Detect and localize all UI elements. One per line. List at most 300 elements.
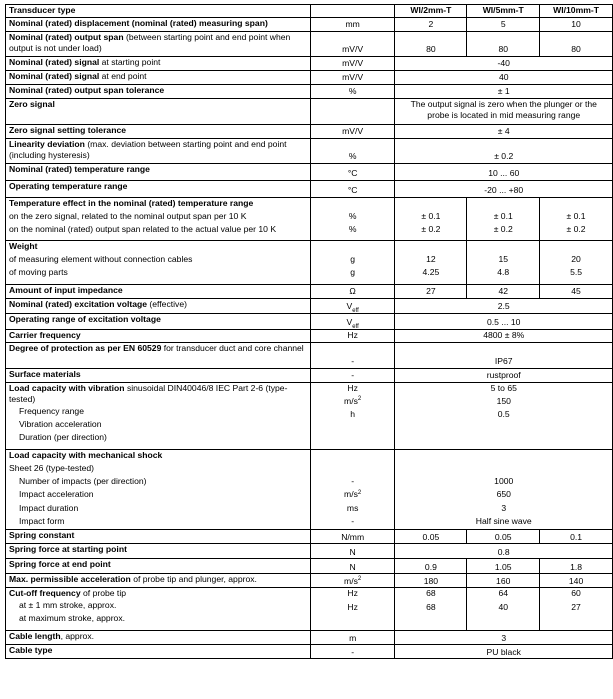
value-text: PU black (486, 646, 521, 657)
unit-value: N/mm (341, 531, 365, 542)
unit-superscript: 2 (357, 489, 362, 496)
unit-value: Hz (347, 382, 358, 393)
unit-line (314, 211, 392, 224)
parameter-cell (6, 163, 311, 180)
spec-row (6, 84, 613, 98)
unit-cell (310, 163, 395, 180)
parameter-cell (6, 313, 311, 329)
unit-cell (310, 284, 395, 298)
unit-cell (310, 56, 395, 70)
parameter-subitem-label: on the nominal (rated) output span related to the actual value per 10 K (9, 224, 277, 235)
spec-row (6, 56, 613, 70)
parameter-cell (6, 240, 311, 284)
value-text: 40 (498, 601, 508, 612)
spec-row (6, 588, 613, 631)
value-cell (395, 284, 467, 298)
unit-line (314, 588, 392, 601)
unit-value: m (349, 632, 357, 643)
value-cell (395, 559, 467, 574)
unit-value: mV/V (342, 58, 364, 68)
spec-row (6, 329, 613, 342)
unit-value: mm (345, 19, 360, 29)
parameter-name: Operating range of excitation voltage (9, 313, 161, 324)
value-text: 1.05 (494, 561, 512, 572)
parameter-cell (6, 530, 311, 544)
unit-cell (310, 197, 395, 240)
unit-cell (310, 559, 395, 574)
unit-value: - (351, 646, 355, 657)
spec-row (6, 342, 613, 368)
parameter-detail: at end point (99, 70, 147, 81)
value-text: 60 (571, 588, 581, 599)
parameter-name: Operating temperature range (9, 180, 128, 191)
parameter-subitem (9, 463, 307, 476)
parameter-subitem (9, 432, 307, 445)
parameter-name: Nominal (rated) excitation voltage (9, 298, 148, 309)
unit-value: Hz (347, 601, 358, 612)
value-text: 0.05 (422, 531, 440, 542)
value-line (543, 241, 609, 254)
parameter-cell (6, 342, 311, 368)
spec-row (6, 17, 613, 31)
unit-cell (310, 382, 395, 449)
value-text: 1.8 (570, 561, 583, 572)
spec-row (6, 382, 613, 449)
parameter-name: Spring force at starting point (9, 544, 127, 555)
value-text: 0.8 (497, 546, 510, 557)
value-line (470, 602, 536, 615)
value-text: 27 (426, 286, 436, 296)
value-line (470, 254, 536, 267)
parameter-subitem-label: Sheet 26 (type-tested) (9, 462, 95, 473)
value-cell (540, 530, 613, 544)
parameter-cell (6, 382, 311, 449)
unit-line (314, 503, 392, 516)
value-cell (467, 284, 540, 298)
unit-value: m/s (344, 395, 358, 406)
parameter-subitem-label: Frequency range (19, 405, 84, 416)
value-cell (395, 31, 467, 56)
parameter-detail: for transducer duct and core channel (161, 342, 304, 353)
parameter-cell (6, 70, 311, 84)
header-model-wi5mm: WI/5mm-T (467, 5, 540, 18)
parameter-subitem-label: Vibration acceleration (19, 418, 102, 429)
parameter-name: Max. permissible acceleration (9, 574, 131, 585)
value-text: 10 ... 60 (488, 168, 520, 178)
spec-row (6, 31, 613, 56)
value-line (398, 241, 463, 254)
value-cell (395, 588, 467, 631)
parameter-cell (6, 124, 311, 138)
value-text: 0.1 (570, 531, 583, 542)
unit-line (314, 409, 392, 422)
value-line (398, 409, 609, 422)
value-line (543, 224, 609, 237)
unit-cell (310, 31, 395, 56)
unit-value: V (346, 317, 353, 327)
parameter-group-title (9, 588, 307, 600)
value-line (398, 254, 463, 267)
value-span-cell (395, 56, 613, 70)
parameter-name: Spring constant (9, 530, 75, 541)
value-line (398, 267, 463, 280)
parameter-name: Cut-off frequency (9, 588, 81, 599)
parameter-cell (6, 180, 311, 197)
unit-value: ms (346, 502, 359, 513)
spec-row (6, 559, 613, 574)
value-cell (395, 17, 467, 31)
parameter-cell (6, 298, 311, 313)
value-cell (467, 31, 540, 56)
value-line (398, 383, 609, 396)
value-line (543, 588, 609, 601)
unit-value: m/s (344, 575, 358, 586)
value-cell (540, 17, 613, 31)
unit-line (314, 476, 392, 489)
value-cell (467, 197, 540, 240)
unit-cell (310, 631, 395, 645)
value-text: 4.25 (422, 267, 440, 278)
value-text: rustproof (486, 370, 521, 380)
spec-row (6, 284, 613, 298)
parameter-name: Nominal (rated) displacement (nominal (rated) measuring span) (9, 17, 268, 28)
unit-cell (310, 342, 395, 368)
unit-cell (310, 544, 395, 559)
parameter-name: Nominal (rated) temperature range (9, 163, 150, 174)
value-text: 10 (571, 19, 581, 29)
value-span-cell (395, 368, 613, 382)
value-line (470, 588, 536, 601)
value-span-cell (395, 163, 613, 180)
value-span-cell (395, 180, 613, 197)
value-line (398, 198, 463, 211)
value-text: 80 (571, 44, 581, 54)
unit-cell (310, 180, 395, 197)
value-span-cell (395, 631, 613, 645)
value-text: 45 (571, 286, 581, 296)
value-text: 0.5 ... 10 (487, 317, 521, 327)
value-text: ± 0.2 (566, 224, 586, 235)
spec-row (6, 313, 613, 329)
value-text: ± 0.2 (421, 224, 441, 235)
value-line (470, 224, 536, 237)
unit-line (314, 267, 392, 280)
unit-value: Ω (349, 286, 356, 296)
value-text: ± 0.1 (493, 210, 513, 221)
value-text: 140 (568, 575, 584, 586)
unit-value: - (351, 356, 355, 366)
value-cell (467, 559, 540, 574)
parameter-name: Carrier frequency (9, 329, 81, 340)
parameter-name: Nominal (rated) signal (9, 70, 100, 81)
value-text: ± 0.1 (566, 210, 586, 221)
parameter-name: Load capacity with mechanical shock (9, 449, 163, 460)
unit-value: °C (347, 168, 358, 178)
parameter-subitem-label: of measuring element without connection cables (9, 253, 193, 264)
value-text: 40 (498, 72, 509, 82)
parameter-detail: at starting point (99, 56, 161, 67)
parameter-cell (6, 645, 311, 659)
parameter-group-title (9, 450, 307, 463)
value-text: 180 (423, 575, 439, 586)
parameter-detail: sinusoidal DIN40046/8 IEC Part 2-6 (type-tested) (9, 382, 288, 404)
value-line (398, 516, 609, 529)
unit-value: Hz (347, 588, 358, 599)
parameter-subitem (9, 254, 307, 267)
value-text: -40 (497, 58, 510, 68)
value-text: 150 (496, 395, 511, 406)
parameter-detail: of probe tip and plunger, approx. (130, 574, 257, 585)
unit-line (314, 396, 392, 409)
value-line (543, 254, 609, 267)
value-text: 5 to 65 (490, 382, 517, 393)
unit-value: % (348, 86, 357, 96)
unit-cell (310, 17, 395, 31)
unit-value: Hz (347, 330, 358, 340)
value-cell (540, 284, 613, 298)
value-line (398, 396, 609, 409)
value-text: 1000 (494, 476, 514, 487)
parameter-detail: , approx. (60, 631, 95, 642)
spec-row (6, 645, 613, 659)
unit-cell (310, 574, 395, 588)
value-span-cell (395, 98, 613, 124)
parameter-cell (6, 56, 311, 70)
parameter-detail: (between starting point and end point when output is not under load) (9, 31, 291, 53)
value-line (398, 602, 463, 615)
value-span-cell (395, 84, 613, 98)
parameter-cell (6, 31, 311, 56)
value-text: 5.5 (570, 267, 583, 278)
parameter-subitem (9, 516, 307, 529)
parameter-subitem (9, 489, 307, 502)
spec-row (6, 240, 613, 284)
unit-value: h (350, 409, 356, 420)
unit-value: - (351, 476, 355, 487)
unit-value: °C (347, 185, 358, 195)
parameter-subitem (9, 211, 307, 224)
unit-line (314, 463, 392, 476)
value-text: 12 (426, 253, 436, 264)
parameter-name: Nominal (rated) signal (9, 56, 100, 67)
parameter-subitem (9, 267, 307, 280)
parameter-subitem-label: at maximum stroke, approx. (19, 613, 126, 624)
spec-row (6, 98, 613, 124)
unit-value: % (348, 210, 357, 221)
value-cell (540, 240, 613, 284)
parameter-subitem-label: Impact form (19, 515, 65, 526)
spec-row (6, 197, 613, 240)
value-cell (540, 588, 613, 631)
parameter-subitem (9, 600, 307, 613)
unit-cell (310, 588, 395, 631)
parameter-subitem (9, 476, 307, 489)
unit-cell (310, 329, 395, 342)
unit-cell (310, 70, 395, 84)
unit-cell (310, 298, 395, 313)
value-text: ± 4 (497, 126, 510, 136)
unit-cell (310, 84, 395, 98)
value-line (398, 224, 463, 237)
unit-cell (310, 368, 395, 382)
value-text: Half sine wave (475, 515, 532, 526)
value-line (543, 198, 609, 211)
unit-cell (310, 313, 395, 329)
header-model-wi2mm: WI/2mm-T (395, 5, 467, 18)
value-cell (395, 574, 467, 588)
value-text: 3 (501, 632, 507, 643)
parameter-cell (6, 449, 311, 530)
spec-row (6, 530, 613, 544)
parameter-cell (6, 197, 311, 240)
parameter-cell (6, 588, 311, 631)
value-span-cell (395, 645, 613, 659)
parameter-subitem (9, 406, 307, 419)
value-cell (395, 240, 467, 284)
parameter-name: Nominal (rated) output span tolerance (9, 84, 165, 95)
specification-table (5, 4, 613, 659)
spec-row (6, 449, 613, 530)
value-line (398, 588, 463, 601)
parameter-subitem (9, 613, 307, 626)
value-span-cell (395, 138, 613, 163)
value-text: 80 (426, 44, 436, 54)
parameter-name: Zero signal setting tolerance (9, 124, 126, 135)
value-line (398, 489, 609, 502)
value-text: 0.5 (497, 409, 510, 420)
spec-row (6, 163, 613, 180)
value-line (398, 503, 609, 516)
value-text: 27 (571, 601, 581, 612)
spec-row (6, 544, 613, 559)
unit-cell (310, 98, 395, 124)
parameter-subitem-label: on the zero signal, related to the nominal output span per 10 K (9, 210, 247, 221)
value-text: -20 ... +80 (484, 185, 524, 195)
unit-cell (310, 138, 395, 163)
unit-value: m/s (344, 489, 358, 500)
value-text: 68 (426, 601, 436, 612)
value-text: ± 0.2 (493, 224, 513, 235)
value-line (470, 198, 536, 211)
spec-row (6, 124, 613, 138)
unit-subscript: eff (352, 307, 359, 313)
value-text: The output signal is zero when the plunger or the probe is located in mid measuring range (410, 98, 597, 120)
value-cell (467, 588, 540, 631)
value-line (543, 267, 609, 280)
header-row (6, 5, 613, 18)
value-text: 2 (428, 19, 434, 29)
value-span-cell (395, 449, 613, 530)
parameter-name: Zero signal (9, 98, 55, 109)
parameter-name: Amount of input impedance (9, 284, 123, 295)
parameter-name: Load capacity with vibration (9, 382, 125, 393)
value-span-cell (395, 342, 613, 368)
value-span-cell (395, 329, 613, 342)
value-line (543, 211, 609, 224)
spec-row (6, 574, 613, 588)
value-line (543, 602, 609, 615)
unit-value: - (351, 370, 355, 380)
value-span-cell (395, 313, 613, 329)
unit-value: V (346, 301, 353, 311)
value-cell (467, 240, 540, 284)
unit-value: g (350, 267, 356, 278)
parameter-subitem-label: Number of impacts (per direction) (19, 476, 147, 487)
value-cell (467, 530, 540, 544)
value-text: 4800 ± 8% (483, 330, 525, 340)
value-cell (540, 574, 613, 588)
unit-superscript: 2 (357, 575, 362, 582)
value-text: 0.9 (424, 561, 437, 572)
value-text: 64 (498, 588, 508, 599)
unit-line (314, 198, 392, 211)
value-span-cell (395, 124, 613, 138)
parameter-cell (6, 544, 311, 559)
value-text: 80 (498, 44, 508, 54)
value-cell (467, 574, 540, 588)
unit-cell (310, 645, 395, 659)
unit-value: - (351, 515, 355, 526)
parameter-name: Cable type (9, 645, 53, 656)
unit-line (314, 254, 392, 267)
value-cell (395, 530, 467, 544)
value-line (470, 241, 536, 254)
header-model-wi10mm: WI/10mm-T (540, 5, 613, 18)
parameter-detail: (max. deviation between starting point and end point (including hysteresis) (9, 138, 287, 160)
value-line (398, 476, 609, 489)
value-text: ± 0.2 (494, 151, 514, 161)
header-transducer-type: Transducer type (6, 5, 311, 18)
unit-subscript: eff (352, 323, 359, 329)
value-line (470, 267, 536, 280)
unit-value: g (350, 253, 356, 264)
parameter-name: Temperature effect in the nominal (rated) temperature range (9, 197, 254, 208)
parameter-cell (6, 368, 311, 382)
parameter-cell (6, 138, 311, 163)
value-cell (395, 197, 467, 240)
unit-line (314, 489, 392, 502)
value-line (470, 211, 536, 224)
unit-line (314, 516, 392, 529)
parameter-subitem-label: Impact duration (19, 502, 79, 513)
parameter-group-title (9, 198, 307, 211)
value-cell (540, 559, 613, 574)
parameter-cell (6, 559, 311, 574)
value-text: 2.5 (497, 301, 510, 311)
value-span-cell (395, 298, 613, 313)
unit-cell (310, 449, 395, 530)
parameter-cell (6, 17, 311, 31)
value-text: ± 1 (497, 86, 510, 96)
unit-value: % (348, 224, 357, 235)
parameter-detail: (effective) (147, 298, 187, 309)
spec-row (6, 138, 613, 163)
parameter-name: Degree of protection as per EN 60529 (9, 342, 162, 353)
value-text: 3 (501, 502, 507, 513)
parameter-detail: of probe tip (80, 588, 127, 599)
value-line (398, 463, 609, 476)
parameter-cell (6, 631, 311, 645)
value-text: 160 (496, 575, 511, 586)
unit-line (314, 602, 392, 615)
parameter-subitem-label: Impact acceleration (19, 489, 94, 500)
unit-line (314, 383, 392, 396)
value-text: 42 (498, 286, 508, 296)
parameter-name: Weight (9, 240, 38, 251)
spec-row (6, 298, 613, 313)
spec-body (6, 17, 613, 659)
parameter-subitem-label: of moving parts (9, 267, 68, 278)
